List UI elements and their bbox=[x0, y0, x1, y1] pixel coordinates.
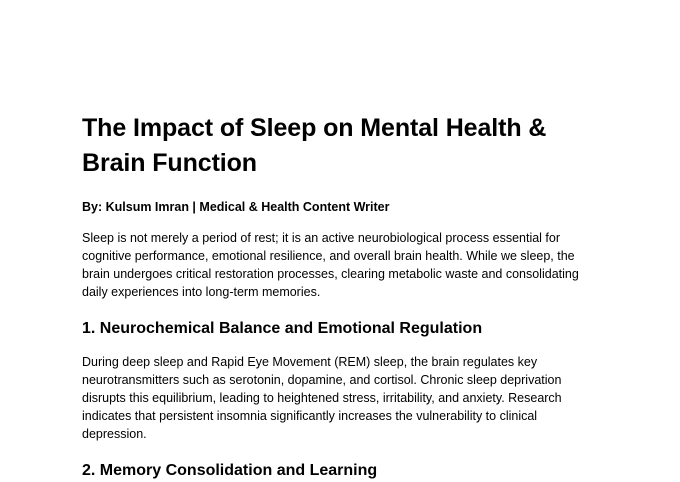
document-content bbox=[82, 111, 602, 482]
section-heading-neurochemical-balance: 1. Neurochemical Balance and Emotional Regulation bbox=[82, 320, 483, 337]
section-heading-memory-consolidation: 2. Memory Consolidation and Learning bbox=[82, 462, 378, 479]
document-title: The Impact of Sleep on Mental Health & Brain Function bbox=[82, 114, 547, 177]
section-body-neurochemical-balance: During deep sleep and Rapid Eye Movement (REM) sleep, the brain regulates key neurotransmitters such as serotonin, dopamine, and cortisol. Chronic sleep deprivation disrupts this equilibrium, leading to heightened stress, irritability, and anxiety. Research indicates that persistent insomnia significantly increases the vulnerability to clinical depression. bbox=[82, 355, 562, 441]
author-byline: By: Kulsum Imran | Medical & Health Content Writer bbox=[82, 200, 390, 214]
intro-paragraph: Sleep is not merely a period of rest; it is an active neurobiological process essential for cognitive performance, emotional resilience, and overall brain health. While we sleep, the brain undergoes critical restoration processes, clearing metabolic waste and consolidating daily experiences into long-term memories. bbox=[82, 231, 579, 299]
